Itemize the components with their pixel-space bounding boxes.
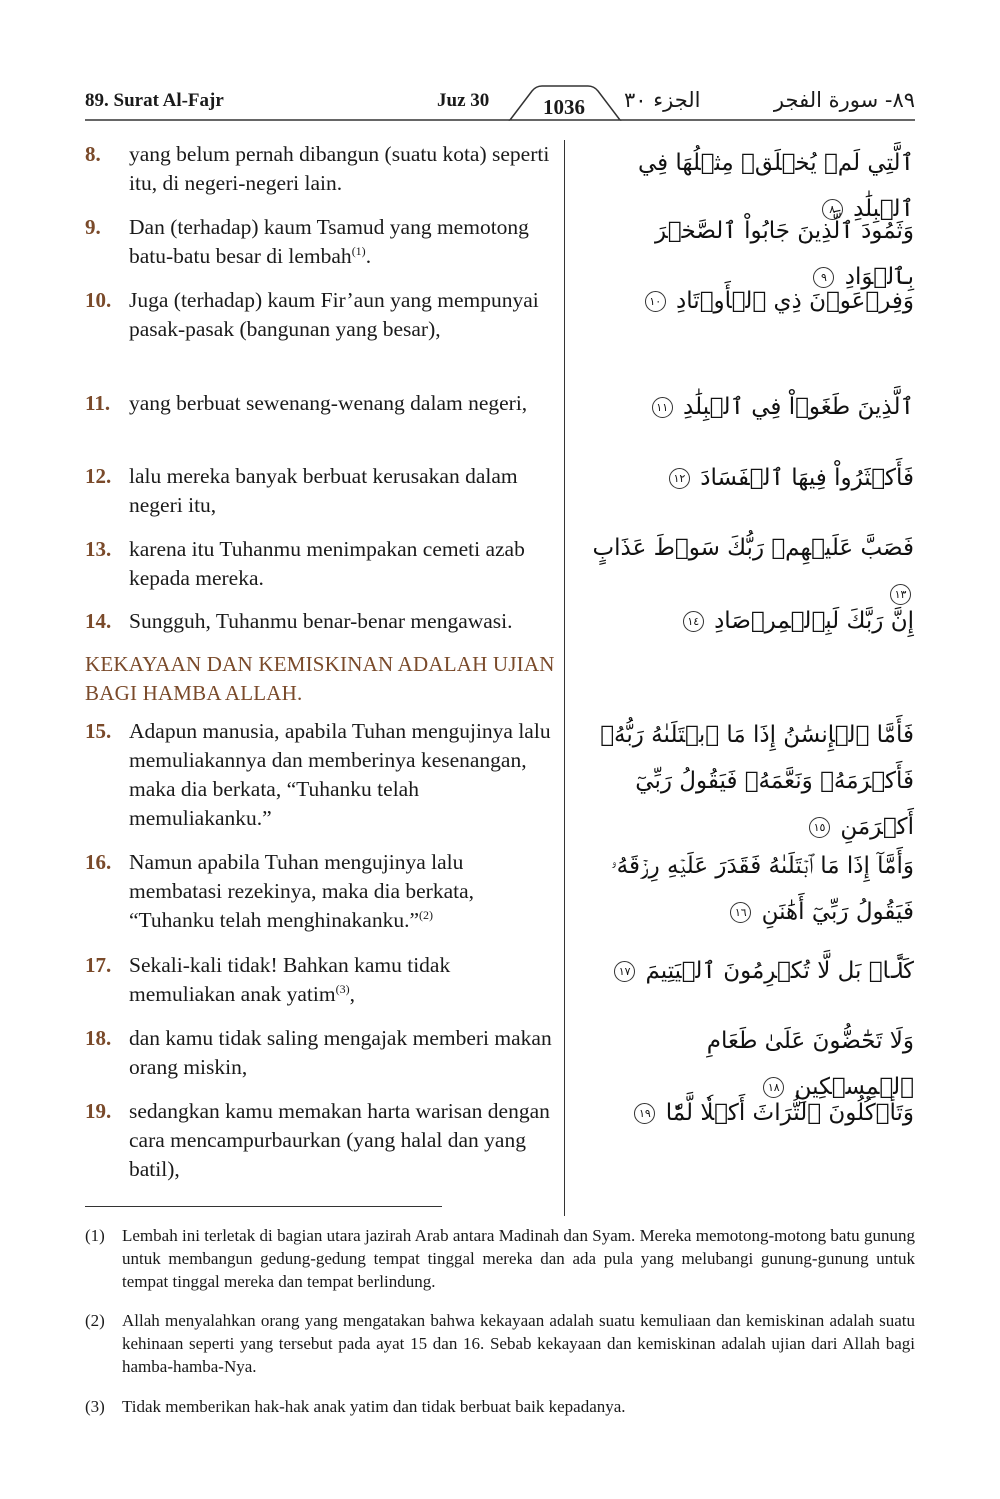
verse-translation: Juga (terhadap) kaum Fir’aun yang mempunyai pasak-pasak (bangunan yang besar), [129,288,539,341]
ayah-end-marker: ١٧ [614,961,635,982]
ayah-end-marker: ١٣ [890,584,911,605]
arabic-text: إِنَّ رَبَّكَ لَبِٱلۡمِرۡصَادِ [714,608,914,634]
arabic-verse-15 [584,712,914,850]
verse-number: 17. [85,953,112,977]
verse-17 [85,951,560,1009]
footnote-ref: (1) [351,243,366,258]
arabic-text: فَأَكۡثَرُواْ فِيهَا ٱلۡفَسَادَ [700,465,914,491]
header-surah-latin: 89. Surat Al-Fajr [85,90,224,111]
verse-14 [85,607,560,636]
ayah-end-marker: ٨ [822,199,843,220]
footnote-ref: (3) [335,981,350,996]
verse-translation: dan kamu tidak saling mengajak memberi makan orang miskin, [129,1026,552,1079]
ayah-end-marker: ١٥ [809,817,830,838]
arabic-verse-11 [584,384,914,430]
verse-number: 12. [85,464,112,488]
arabic-verse-16 [584,843,914,935]
footnote-3 [85,1395,915,1418]
arabic-text: وَفِرۡعَوۡنَ ذِي ٱلۡأَوۡتَادِ [676,288,914,314]
arabic-text: ٱلَّذِينَ طَغَوۡاْ فِي ٱلۡبِلَٰدِ [683,394,914,420]
verse-punctuation: , [349,982,355,1006]
footnote-rule [85,1206,442,1207]
arabic-text: وَلَا تَحَٰٓضُّونَ عَلَىٰ طَعَامِ ٱلۡمِسۡكِينِ [706,1028,914,1100]
footnote-2 [85,1309,915,1378]
footnote-mark: (2) [85,1311,105,1330]
section-title: KEKAYAAN DAN KEMISKINAN ADALAH UJIAN BAGI HAMBA ALLAH. [85,652,555,705]
ayah-end-marker: ٩ [813,267,834,288]
verse-translation: lalu mereka banyak berbuat kerusakan dalam negeri itu, [129,464,518,517]
verse-8 [85,140,560,198]
ayah-end-marker: ١٢ [669,468,690,489]
verse-10 [85,286,560,344]
arabic-text: وَثَمُودَ ٱلَّذِينَ جَابُواْ ٱلصَّخۡرَ بِٱلۡوَادِ [655,218,914,290]
verse-translation: karena itu Tuhanmu menimpakan cemeti azab kepada mereka. [129,537,525,590]
page-number: 1036 [543,95,585,119]
verse-number: 13. [85,537,112,561]
ayah-end-marker: ١٦ [730,902,751,923]
verse-19 [85,1097,560,1184]
arabic-verse-19 [584,1090,914,1136]
verse-translation: sedangkan kamu memakan harta warisan dengan cara mencampurbaurkan (yang halal dan yang batil), [129,1099,550,1181]
verse-number: 15. [85,719,112,743]
arabic-verse-10 [584,278,914,324]
verse-translation: yang belum pernah dibangun (suatu kota) seperti itu, di negeri-negeri lain. [129,142,550,195]
ayah-end-marker: ١١ [652,397,673,418]
verse-13 [85,535,560,593]
ayah-end-marker: ١٨ [763,1077,784,1098]
arabic-text: ٱلَّتِي لَمۡ يُخۡلَقۡ مِثۡلُهَا فِي ٱلۡبِلَٰدِ [637,150,914,222]
verse-12 [85,462,560,520]
verse-9 [85,213,560,271]
verse-number: 16. [85,850,112,874]
header-surah-arabic: ٨٩- سورة الفجر [773,88,915,112]
verse-16 [85,848,560,935]
footnote-mark: (1) [85,1226,105,1245]
verse-translation: Dan (terhadap) kaum Tsamud yang memotong batu-batu besar di lembah [129,215,529,268]
arabic-text: كَلَّاۖ بَل لَّا تُكۡرِمُونَ ٱلۡيَتِيمَ [645,958,914,984]
ayah-end-marker: ١٤ [683,611,704,632]
arabic-verse-17 [584,948,914,994]
verse-punctuation: . [365,244,372,268]
arabic-verse-14 [584,598,914,644]
column-divider [564,140,565,1216]
ayah-end-marker: ١٠ [645,291,666,312]
arabic-text: وَأَمَّآ إِذَا مَا ٱبۡتَلَىٰهُ فَقَدَرَ عَلَيۡهِ رِزۡقَهُۥ فَيَقُولُ رَبِّيٓ أَهَٰنَنِ [610,853,914,925]
arabic-text: وَتَأۡكُلُونَ ٱلتُّرَاثَ أَكۡلٗا لَّمّٗا [665,1100,914,1126]
header-page-tab [0,0,1000,140]
footnote-1 [85,1224,915,1293]
verse-translation: Sekali-kali tidak! Bahkan kamu tidak memuliakan anak yatim [129,953,451,1006]
footnote-text: Lembah ini terletak di bagian utara jazirah Arab antara Madinah dan Syam. Mereka memotong-motong batu gunung untuk membangun gedung-gedung tempat tinggal mereka dan ada pula yang melubangi gunung-gunung untuk tempat tinggal mereka dan tempat berlindung. [122,1226,915,1291]
arabic-text: فَصَبَّ عَلَيۡهِمۡ رَبُّكَ سَوۡطَ عَذَابٍ [592,535,914,561]
footnote-text: Tidak memberikan hak-hak anak yatim dan tidak berbuat baik kepadanya. [122,1397,626,1416]
verse-15 [85,717,560,833]
verse-number: 10. [85,288,112,312]
arabic-verse-12 [584,455,914,501]
verse-number: 8. [85,142,101,166]
verse-translation: Namun apabila Tuhan mengujinya lalu membatasi rezekinya, maka dia berkata, “Tuhanku telah menghinakanku.” [129,850,475,932]
verse-number: 18. [85,1026,112,1050]
verse-translation: yang berbuat sewenang-wenang dalam negeri, [129,391,528,415]
arabic-text: فَأَمَّا ٱلۡإِنسَٰنُ إِذَا مَا ٱبۡتَلَىٰهُ رَبُّهُۥ فَأَكۡرَمَهُۥ وَنَعَّمَهُۥ فَيَقُولُ رَبِّيٓ أَكۡرَمَنِ [600,722,914,840]
verse-11 [85,389,560,418]
verse-number: 9. [85,215,101,239]
verse-number: 14. [85,609,112,633]
footnote-text: Allah menyalahkan orang yang mengatakan bahwa kekayaan adalah suatu kemuliaan dan kemiskinan adalah suatu kehinaan seperti yang tersebut pada ayat 15 dan 16. Sebab kekayaan dan kemiskinan adalah ujian dari Allah bagi hamba-hamba-Nya. [122,1311,915,1376]
footnote-mark: (3) [85,1397,105,1416]
verse-number: 19. [85,1099,112,1123]
verse-number: 11. [85,391,111,415]
header-juz-latin: Juz 30 [437,90,490,111]
verse-translation: Sungguh, Tuhanmu benar-benar mengawasi. [129,609,513,633]
header-juz-arabic: الجزء ٣٠ [624,88,701,112]
verse-18 [85,1024,560,1082]
verse-translation: Adapun manusia, apabila Tuhan mengujinya lalu memuliakannya dan memberinya kesenangan, maka dia berkata, “Tuhanku telah memuliakanku.” [129,719,551,830]
footnote-ref: (2) [419,907,433,922]
ayah-end-marker: ١٩ [634,1103,655,1124]
